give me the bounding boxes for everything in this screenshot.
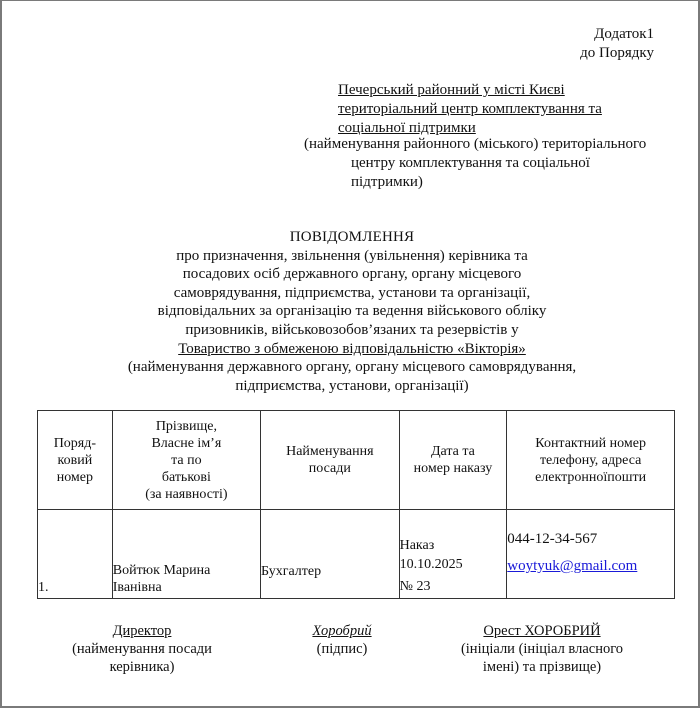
notice-line: посадових осіб державного органу, органу місцевого (182, 266, 522, 283)
cell-order (399, 510, 507, 599)
cell-contacts (507, 510, 675, 599)
header-text: (за наявності) (145, 486, 228, 502)
header-text: посади (308, 461, 351, 476)
organization-caption-line: підприємства, установи, організації) (235, 377, 469, 394)
organization-caption-line: (найменування державного органу, органу місцевого самоврядування, (127, 359, 577, 376)
cell-full-name (112, 510, 260, 599)
signer-name-block (442, 622, 642, 676)
header-text: ковий (57, 452, 93, 468)
header-order (399, 411, 507, 510)
signer-position-caption: (найменування посади (72, 641, 212, 657)
header-text: Прізвище, (155, 418, 217, 434)
appendix-reference (580, 25, 654, 63)
header-contacts (507, 411, 675, 510)
header-text: та по (171, 452, 202, 468)
recipient-name (338, 81, 602, 138)
header-text: Контактний номер (535, 435, 646, 451)
recipient-name-line: територіальний центр комплектування та (338, 101, 602, 117)
header-text: номер (56, 469, 94, 485)
table-row (38, 510, 675, 599)
recipient-caption (304, 135, 684, 192)
signature-position-block (57, 622, 227, 676)
organization-name: Товариство з обмеженою відповідальністю «Вікторія» (178, 340, 526, 357)
order-line: 10.10.2025 (399, 557, 463, 572)
order-line: Наказ (399, 538, 435, 553)
header-text: батькові (161, 469, 211, 485)
header-text: Дата та (430, 444, 475, 459)
header-text: Поряд- (53, 435, 97, 451)
recipient-name-line: Печерський районний у місті Києві (338, 82, 565, 98)
cell-number: 1. (38, 510, 113, 599)
header-text: електронноїпошти (535, 469, 647, 485)
notice-line: відповідальних за організацію та ведення військового обліку (157, 303, 547, 320)
header-number (38, 411, 113, 510)
header-text: номер наказу (413, 461, 493, 476)
email-link[interactable]: woytyuk@gmail.com (507, 558, 638, 574)
cell-position: Бухгалтер (261, 510, 400, 599)
recipient-caption-line: підтримки) (351, 174, 423, 190)
header-text: Найменування (286, 444, 374, 459)
appendix-line-1: Додаток1 (594, 26, 654, 42)
signer-name-caption: (ініціали (ініціал власного (460, 641, 624, 657)
notice-line: самоврядування, підприємства, установи та організації, (173, 284, 531, 301)
appendix-line-2: до Порядку (580, 45, 654, 61)
signer-name: Орест ХОРОБРИЙ (483, 623, 601, 639)
full-name-line: Войтюк Марина (112, 563, 211, 578)
notice-title: ПОВІДОМЛЕННЯ (289, 229, 415, 245)
recipient-name-line: соціальної підтримки (338, 120, 476, 136)
signature-value: Хоробрий (312, 623, 372, 639)
header-position (261, 411, 400, 510)
recipient-caption-line: центру комплектування та соціальної (351, 155, 590, 171)
header-full-name (112, 411, 260, 510)
table-header-row (38, 411, 675, 510)
signature-caption: (підпис) (316, 641, 368, 657)
notice-line: про призначення, звільнення (увільнення) керівника та (176, 247, 528, 264)
header-text: Власне ім’я (151, 435, 222, 451)
notice-block (62, 228, 642, 395)
appointments-table (37, 410, 675, 599)
signer-position-caption: керівника) (109, 659, 175, 675)
signer-name-caption: імені) та прізвище) (482, 659, 602, 675)
phone-number: 044-12-34-567 (507, 531, 598, 547)
header-text: телефону, адреса (539, 452, 642, 468)
signer-position: Директор (112, 623, 172, 639)
full-name-line: Іванівна (112, 580, 162, 595)
notice-line: призовників, військовозобов’язаних та резервістів у (185, 321, 519, 338)
recipient-caption-line: (найменування районного (міського) територіального (304, 136, 647, 152)
signature-block (282, 622, 402, 658)
order-line: № 23 (399, 579, 431, 594)
